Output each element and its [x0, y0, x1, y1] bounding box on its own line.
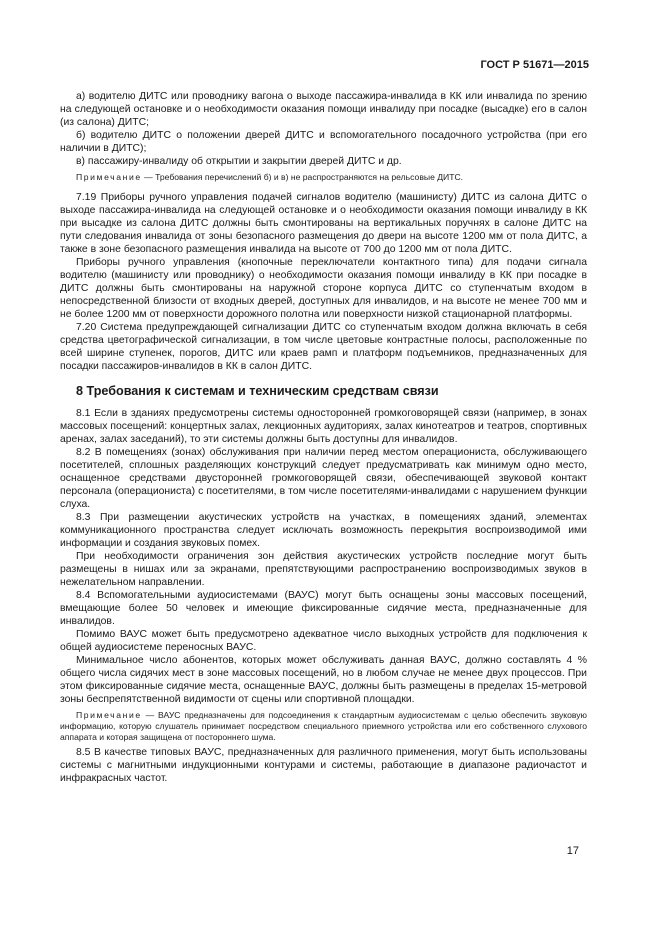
paragraph-7-20: 7.20 Система предупреждающей сигнализации ДИТС со ступенчатым входом должна включать в себя средства цветографической сигнализации, в том числе цветовые контрастные полосы, расположенные по всей ширине ступенек, порогов, ДИТС или краев рамп и платформ подъемников, предназначенных для посадки пассажиров-инвалидов в КК в салон ДИТС. [60, 322, 587, 372]
paragraph-8-4-minimum: Минимальное число абонентов, которых может обслуживать данная ВАУС, должно составлять 4 % общего числа сидячих мест в зоне массовых посещений, но в любом случае не менее двух процессов. При этом фиксированные сидячие места, оснащенные ВАУС, должны быть размещены в пределах 15-метровой зоны беспрепятственной видимости от сцены или спортивной площадки. [60, 655, 587, 705]
paragraph-7-19-continued: Приборы ручного управления (кнопочные переключатели контактного типа) для подачи сигнала водителю (машинисту или проводнику) о необходимости оказания помощи инвалиду в КК при посадке в ДИТС должны быть смонтированы на наружной стороне корпуса ДИТС со ступенчатым входом в непосредственной близости от входных дверей, доступных для инвалидов, и на высоте не менее 700 мм и не более 1200 мм от поверхности дорожного полотна или поверхности низкой стационарной платформы. [60, 257, 587, 320]
paragraph-8-3: 8.3 При размещении акустических устройств на участках, в помещениях зданий, элементах коммуникационного пространства следует исключать возможность перекрытия воспроизводимой ими информации и создания звуковых помех. [60, 512, 587, 549]
list-item-c: в) пассажиру-инвалиду об открытии и закрытии дверей ДИТС и др. [76, 156, 402, 167]
paragraph-8-2: 8.2 В помещениях (зонах) обслуживания при наличии перед местом операциониста, обслуживающего посетителей, сплошных разделяющих конструкций следует предусматривать как минимум одно место, оснащенное средствами двусторонней громкоговорящей связи, обеспечивающей звуковой контакт персонала (операциониста) с посетителями, в том числе посетителями-инвалидами с нарушением функции слуха. [60, 447, 587, 510]
note-text: — Требования перечислений б) и в) не распространяются на рельсовые ДИТС. [141, 172, 464, 182]
list-item-b: б) водителю ДИТС о положении дверей ДИТС и вспомогательного посадочного устройства (при его наличии в ДИТС); [60, 130, 587, 154]
document-body [60, 90, 587, 785]
section-heading-8: 8 Требования к системам и техническим средствам связи [76, 384, 439, 398]
paragraph-8-4: 8.4 Вспомогательными аудиосистемами (ВАУС) могут быть оснащены зоны массовых посещений, вмещающие более 50 человек и имеющие фиксированные сидячие места, предназначенные для инвалидов. [60, 590, 587, 627]
page-number: 17 [566, 845, 579, 857]
note-1 [60, 172, 587, 183]
note-label: Примечание [76, 710, 142, 720]
paragraph-8-4-continued: Помимо ВАУС может быть предусмотрено адекватное число выходных устройств для подключения к общей аудиосистеме переносных ВАУС. [60, 629, 587, 653]
paragraph-8-3-continued: При необходимости ограничения зон действия акустических устройств последние могут быть размещены в нишах или за экранами, препятствующими распространению воспроизводимых звуков в нежелательном направлении. [60, 551, 587, 588]
note-2 [60, 710, 587, 743]
paragraph-8-5: 8.5 В качестве типовых ВАУС, предназначенных для различного применения, могут быть использованы системы с магнитными индукционными контурами и системы, работающие в диапазоне радиочастот и инфракрасных частот. [60, 747, 587, 784]
document-id-header: ГОСТ Р 51671—2015 [480, 59, 589, 71]
list-item-a: а) водителю ДИТС или проводнику вагона о выходе пассажира-инвалида в КК или инвалида по зрению на следующей остановке и о необходимости оказания помощи инвалиду при посадке (высадке) его в салон (из салона) ДИТС; [60, 91, 587, 128]
paragraph-8-1: 8.1 Если в зданиях предусмотрены системы односторонней громкоговорящей связи (например, в зонах массовых посещений: концертных залах, лекционных аудиториях, залах кинотеатров и театров, спортивных аренах, залах заседаний), то эти системы должны быть доступны для инвалидов. [60, 408, 587, 445]
note-text: — ВАУС предназначены для подсоединения к стандартным аудиосистемам с целью обеспечить звуковую информацию, которую слушатель принимает посредством специального приемного устройства или его собственного слухового аппарата и которая защищена от постороннего шума. [60, 710, 587, 742]
paragraph-7-19: 7.19 Приборы ручного управления подачей сигналов водителю (машинисту) ДИТС из салона ДИТС о выходе пассажира-инвалида на следующей остановке и о необходимости оказания помощи инвалиду в КК при высадке из салона ДИТС должны быть смонтированы на вертикальных поручнях в салоне ДИТС на пути следования инвалида от зоны безопасного размещения до двери на высоте 1200 мм от пола ДИТС, а также в зоне безопасного размещения инвалида на высоте от 700 до 1200 мм от пола ДИТС. [60, 192, 587, 255]
note-label: Примечание [76, 172, 142, 182]
